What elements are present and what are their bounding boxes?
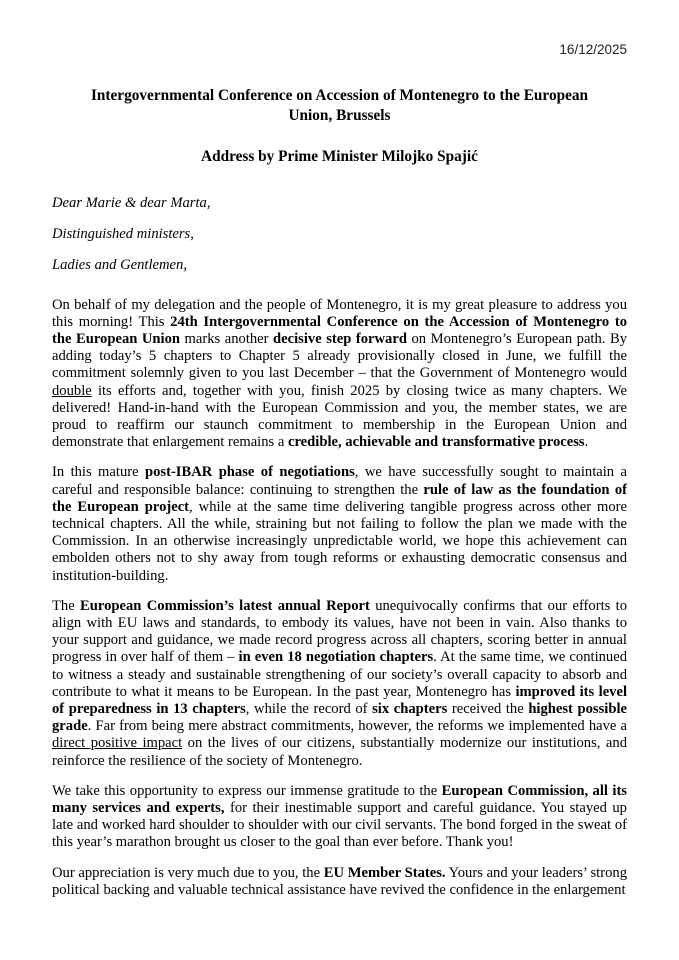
paragraph-5 [52, 865, 627, 899]
emphasis-bold: credible, achievable and transformative process [287, 434, 585, 451]
text-run: We take this opportunity to express our immense gratitude to the [52, 782, 442, 799]
text-run: its efforts and, together with you, finish 2025 by closing twice as many chapters. We delivered! Hand-in-hand with the European Commission and you, the member states, we are proud to reaffirm our staunch commitment to membership in the European Union and demonstrate that enlargement remains a [52, 382, 627, 451]
paragraph-4 [52, 783, 627, 852]
paragraph-1 [52, 297, 627, 452]
text-run: Our appreciation is very much due to you, the [52, 864, 324, 881]
salutation-line: Dear Marie & dear Marta, [52, 194, 211, 211]
emphasis-bold: six chapters [372, 700, 448, 717]
text-run: The [52, 597, 81, 614]
emphasis-bold: highest possible grade [52, 700, 627, 735]
text-run: On behalf of my delegation and the people of Montenegro, it is my great pleasure to address you this morning! This [52, 296, 627, 330]
text-run: , we have successfully sought to maintain a careful and responsible balance: continuing to strengthen the [52, 464, 627, 498]
emphasis-bold: European Commission’s latest annual Report [80, 597, 370, 614]
text-run: on Montenegro’s European path. By adding today’s 5 chapters to Chapter 5 already provisionally closed in June, we fulfill the commitment solemnly given to you last December – that the Government of Montenegro would [52, 330, 627, 382]
page-subtitle: Address by Prime Minister Milojko Spajić [201, 148, 478, 165]
text-run: Yours and your leaders’ strong political backing and valuable technical assistance have revived the confidence in the enlargement [52, 864, 627, 898]
page-title: Intergovernmental Conference on Accession of Montenegro to the European Union, Brussels [90, 87, 589, 124]
emphasis-bold: decisive step forward [273, 330, 407, 347]
text-run: unequivocally confirms that our efforts to align with EU laws and standards, to embody its values, have not been in vain. Also thanks to your support and guidance, we made record progress across all chapters, scoring better in annual progress in over half of them – [52, 597, 627, 666]
text-run: . Far from being mere abstract commitments, however, the reforms we implemented have a [87, 718, 627, 735]
emphasis-bold: EU Member States. [323, 864, 446, 881]
text-run: , while at the same time delivering tangible progress across other more technical chapters. All the while, straining but not failing to follow the plan we made with the Commission. In an otherwise increasingly unpredictable world, we hope this achievement can embolden others not to shy away from tough reforms or exhausting democratic consensus and institution-building. [52, 498, 627, 584]
text-run: . At the same time, we continued to witness a steady and sustainable strengthening of our society’s overall capacity to absorb and contribute to what it means to be European. In the past year, Montenegro has [52, 649, 627, 700]
emphasis-bold: 24th Intergovernmental Conference on the Accession of Montenegro to the European Union [52, 313, 627, 347]
paragraph-2 [52, 464, 627, 584]
salutation-block [52, 195, 627, 274]
salutation-line: Distinguished ministers, [52, 225, 194, 242]
emphasis-underline: direct positive impact [52, 735, 183, 752]
document-content [52, 0, 627, 899]
emphasis-bold: rule of law as the foundation of the European project [52, 481, 627, 515]
text-run: on the lives of our citizens, substantially modernize our institutions, and reinforce the resilience of the society of Montenegro. [52, 735, 627, 769]
body-text [52, 297, 627, 900]
text-run: , while the record of [245, 700, 373, 717]
document-date: 16/12/2025 [559, 42, 627, 57]
text-run: . [584, 434, 589, 451]
emphasis-underline: double [52, 382, 92, 399]
emphasis-bold: European Commission, all its many services and experts, [52, 782, 627, 816]
emphasis-bold: post-IBAR phase of negotiations [144, 464, 355, 481]
text-run: received the [447, 700, 529, 717]
salutation-line: Ladies and Gentlemen, [52, 256, 187, 273]
emphasis-bold: in even 18 negotiation chapters [238, 649, 434, 666]
emphasis-bold: improved its level of preparedness in 13 chapters [52, 683, 627, 717]
text-run: In this mature [52, 464, 145, 481]
paragraph-3 [52, 598, 627, 770]
text-run: for their inestimable support and careful guidance. You stayed up late and worked hard shoulder to shoulder with our civil servants. The bond forged in the sweat of this year’s marathon brought us closer to the goal than ever before. Thank you! [52, 799, 627, 851]
text-run: marks another [180, 330, 274, 347]
